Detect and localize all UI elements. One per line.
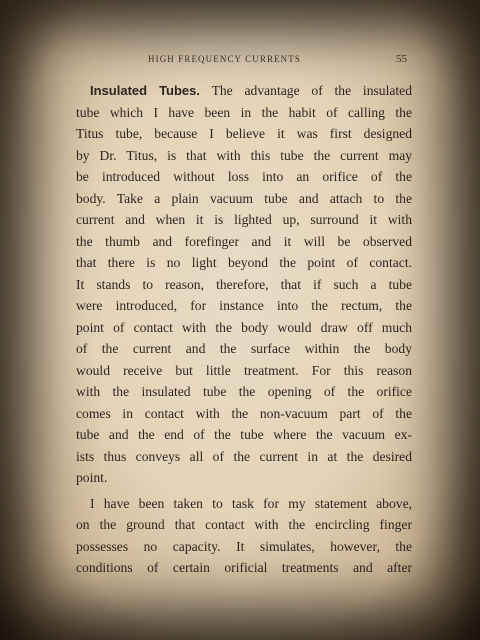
text-line: be introduced without loss into an orifice of the [76, 169, 412, 184]
text-line: current and when it is lighted up, surround it with [76, 212, 412, 227]
text-line: conditions of certain orificial treatments and after [76, 560, 412, 575]
running-head-title: HIGH FREQUENCY CURRENTS [148, 54, 301, 64]
text-line: tube which I have been in the habit of calling the [76, 104, 412, 120]
text-line: comes in contact with the non-vacuum part of the [76, 405, 412, 421]
page-number: 55 [396, 53, 407, 65]
text-line: I have been taken to task for my statement above, [90, 495, 412, 511]
text-line: Insulated Tubes. The advantage of the insulated [90, 83, 412, 98]
text-line: possesses no capacity. It simulates, however, the [76, 538, 412, 554]
text-line: that there is no light beyond the point of contact. [76, 255, 412, 270]
text-line: of the current and the surface within the body [76, 341, 412, 356]
section-heading: Insulated Tubes. [90, 83, 201, 98]
text-line: by Dr. Titus, is that with this tube the current may [76, 147, 412, 163]
text-line: with the insulated tube the opening of the orifice [76, 384, 412, 399]
text-line: ists thus conveys all of the current in at the desired [76, 448, 412, 464]
text-line: It stands to reason, therefore, that if such a tube [76, 276, 412, 292]
paragraph-taken-to-task [76, 493, 412, 579]
text-line: body. Take a plain vacuum tube and attach to the [76, 190, 412, 206]
text-line: point. [76, 470, 108, 485]
text-line: on the ground that contact with the encircling finger [76, 517, 412, 532]
text-line: were introduced, for instance into the rectum, the [76, 298, 412, 313]
paragraph-insulated-tubes [76, 80, 412, 489]
text-line: the thumb and forefinger and it will be observed [76, 233, 412, 249]
body-text [76, 80, 412, 579]
text-line: would receive but little treatment. For this reason [76, 362, 412, 378]
text-line: tube and the end of the tube where the vacuum ex- [76, 427, 412, 442]
running-head [0, 50, 480, 70]
text-line: Titus tube, because I believe it was first designed [76, 126, 412, 141]
text-line: point of contact with the body would draw off much [76, 319, 412, 335]
